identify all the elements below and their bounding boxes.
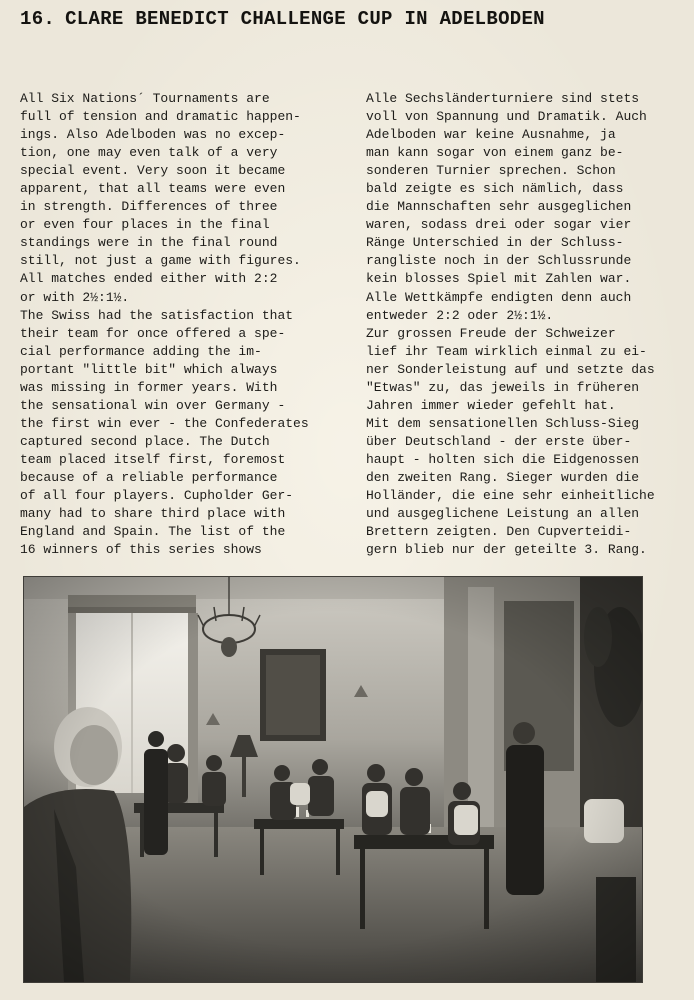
- english-text-line: in strength. Differences of three: [20, 199, 278, 215]
- german-text-line: ner Sonderleistung auf und setzte das: [366, 361, 655, 377]
- english-text-line: cial performance adding the im-: [20, 343, 262, 359]
- english-text-line: ings. Also Adelboden was no excep-: [20, 127, 286, 143]
- english-text-line: portant "little bit" which always: [20, 361, 278, 377]
- german-text-line: Adelboden war keine Ausnahme, ja: [366, 127, 616, 143]
- german-text-line: "Etwas" zu, das jeweils in früheren: [366, 379, 640, 395]
- german-text-line: Brettern zeigten. Den Cupverteidi-: [366, 524, 632, 540]
- german-text-line: man kann sogar von einem ganz be-: [366, 145, 624, 161]
- english-text-line: or with 2½:1½.: [20, 289, 130, 305]
- english-text-line: still, not just a game with figures.: [20, 253, 301, 269]
- english-text-line: The Swiss had the satisfaction that: [20, 307, 294, 323]
- german-text-line: voll von Spannung und Dramatik. Auch: [366, 109, 647, 125]
- german-text-line: kein blosses Spiel mit Zahlen war.: [366, 271, 632, 287]
- german-text-line: die Mannschaften sehr ausgeglichen: [366, 199, 632, 215]
- english-text-line: standings were in the final round: [20, 235, 278, 251]
- english-text-line: or even four places in the final: [20, 217, 270, 233]
- english-text-line: of all four players. Cupholder Ger-: [20, 488, 294, 504]
- german-text-line: gern blieb nur der geteilte 3. Rang.: [366, 542, 647, 558]
- english-text-column: [20, 90, 338, 559]
- section-number: 16.: [20, 8, 56, 30]
- german-text-line: rangliste noch in der Schlussrunde: [366, 253, 632, 269]
- german-text-line: haupt - holten sich die Eidgenossen: [366, 451, 640, 467]
- german-text-line: Alle Wettkämpfe endigten denn auch: [366, 289, 632, 305]
- german-text-line: Holländer, die eine sehr einheitliche: [366, 488, 655, 504]
- german-text-line: Alle Sechsländerturniere sind stets: [366, 91, 640, 106]
- english-text-line: because of a reliable performance: [20, 469, 278, 485]
- english-text-line: special event. Very soon it became: [20, 163, 286, 179]
- german-text-line: über Deutschland - der erste über-: [366, 433, 632, 449]
- german-text-line: waren, sodass drei oder sogar vier: [366, 217, 632, 233]
- german-text-line: entweder 2:2 oder 2½:1½.: [366, 307, 554, 323]
- page-heading: [20, 8, 680, 30]
- german-text-line: und ausgeglichene Leistung an allen: [366, 506, 640, 522]
- english-text-line: All Six Nations´ Tournaments are: [20, 91, 270, 106]
- german-text-column: [366, 90, 682, 559]
- german-text-line: sonderen Turnier sprechen. Schon: [366, 163, 616, 179]
- english-text-line: tion, one may even talk of a very: [20, 145, 278, 161]
- german-text-line: den zweiten Rang. Sieger wurden die: [366, 469, 640, 485]
- german-text-line: lief ihr Team wirklich einmal zu ei-: [366, 343, 647, 359]
- german-text-line: Mit dem sensationellen Schluss-Sieg: [366, 415, 640, 431]
- section-title: CLARE BENEDICT CHALLENGE CUP IN ADELBODEN: [65, 8, 545, 30]
- english-text-line: All matches ended either with 2:2: [20, 271, 278, 287]
- tournament-hall-photo: [24, 577, 642, 982]
- english-text-line: England and Spain. The list of the: [20, 524, 286, 540]
- english-text-line: many had to share third place with: [20, 506, 286, 522]
- german-text-line: Zur grossen Freude der Schweizer: [366, 325, 616, 341]
- english-text-line: apparent, that all teams were even: [20, 181, 286, 197]
- english-text-line: full of tension and dramatic happen-: [20, 109, 301, 125]
- german-text-line: bald zeigte es sich nämlich, dass: [366, 181, 624, 197]
- german-text-line: Ränge Unterschied in der Schluss-: [366, 235, 624, 251]
- english-text-line: 16 winners of this series shows: [20, 542, 262, 558]
- german-text-line: Jahren immer wieder gefehlt hat.: [366, 397, 616, 413]
- english-text-line: team placed itself first, foremost: [20, 451, 286, 467]
- english-text-line: was missing in former years. With: [20, 379, 278, 395]
- english-text-line: captured second place. The Dutch: [20, 433, 270, 449]
- english-text-line: the sensational win over Germany -: [20, 397, 286, 413]
- english-text-line: the first win ever - the Confederates: [20, 415, 309, 431]
- english-text-line: their team for once offered a spe-: [20, 325, 286, 341]
